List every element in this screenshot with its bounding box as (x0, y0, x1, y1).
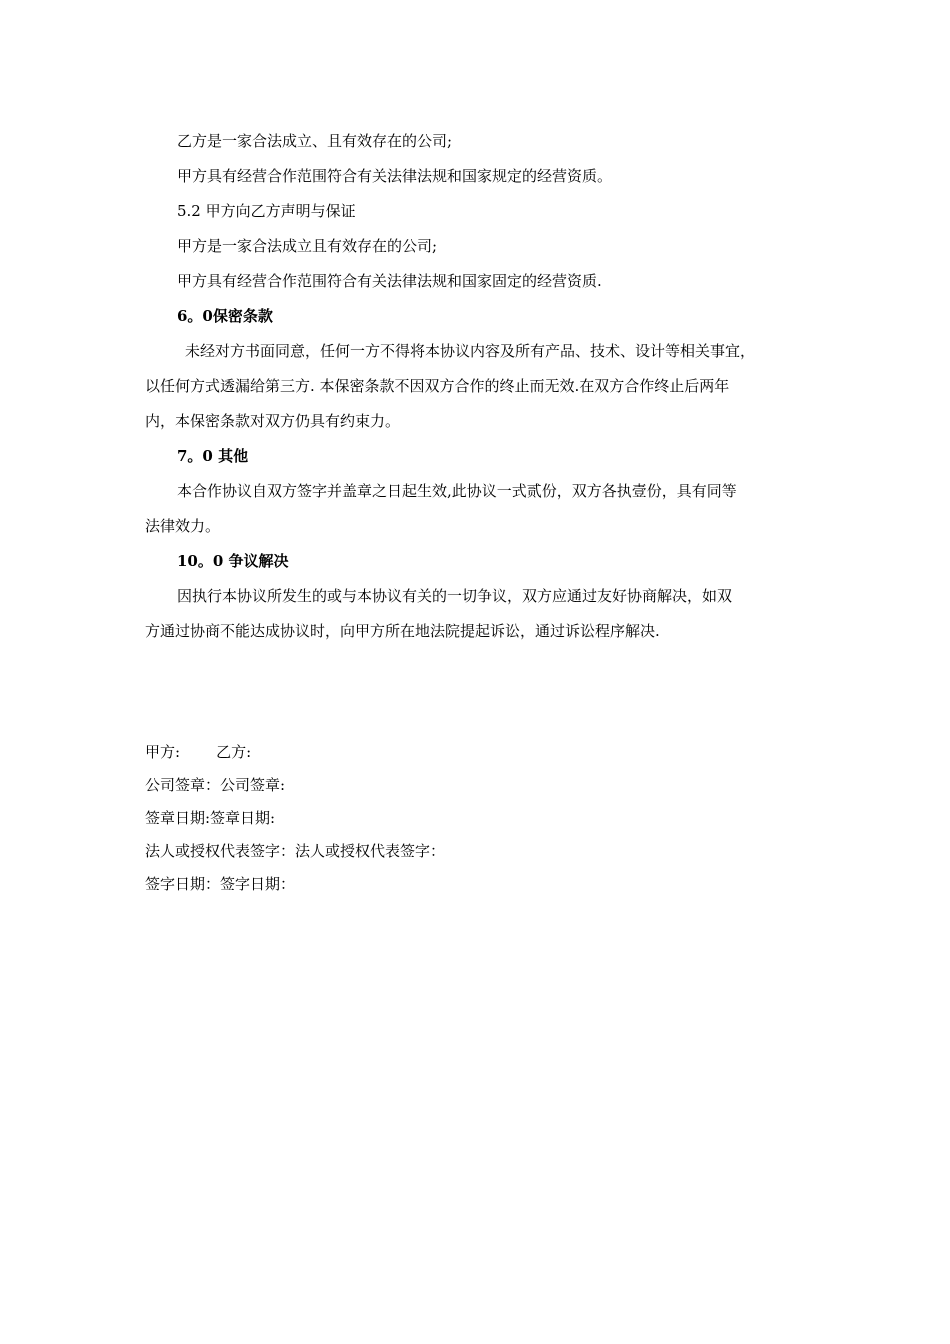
seal-date-line: 签章日期:签章日期: (145, 809, 276, 827)
clause-party-a-legal: 甲方是一家合法成立且有效存在的公司; (177, 237, 438, 255)
section-6-line-2: 以任何方式透漏给第三方. 本保密条款不因双方合作的终止而无效.在双方合作终止后两年 (145, 377, 730, 395)
section-6-line-3: 内，本保密条款对双方仍具有约束力。 (145, 412, 401, 430)
signature-block (145, 736, 745, 901)
section-7-line-2: 法律效力。 (145, 517, 221, 535)
representative-signature-line: 法人或授权代表签字：法人或授权代表签字： (145, 842, 446, 860)
signature-date-line: 签字日期：签字日期： (145, 875, 296, 893)
clause-party-a-qualification-2: 甲方具有经营合作范围符合有关法律法规和国家固定的经营资质. (177, 272, 602, 290)
section-7-line-1: 本合作协议自双方签字并盖章之日起生效,此协议一式贰份，双方各执壹份，具有同等 (177, 482, 737, 500)
section-10-line-1: 因执行本协议所发生的或与本协议有关的一切争议，双方应通过友好协商解决，如双 (177, 587, 733, 605)
party-a-label: 甲方: (145, 743, 181, 761)
contract-body (145, 124, 815, 649)
section-6-line-1: 未经对方书面同意，任何一方不得将本协议内容及所有产品、技术、设计等相关事宜， (185, 342, 756, 360)
section-7-title: 7。0 其他 (177, 447, 249, 465)
party-labels (145, 736, 745, 769)
section-6-title: 6。0保密条款 (177, 307, 273, 325)
section-5-2-title: 5.2 甲方向乙方声明与保证 (177, 202, 356, 220)
section-10-title: 10。0 争议解决 (177, 552, 289, 570)
party-b-label: 乙方: (216, 743, 252, 761)
company-seal-line: 公司签章：公司签章: (145, 776, 286, 794)
clause-party-b-legal: 乙方是一家合法成立、且有效存在的公司; (177, 132, 453, 150)
section-10-line-2: 方通过协商不能达成协议时，向甲方所在地法院提起诉讼，通过诉讼程序解决. (145, 622, 660, 640)
clause-party-a-qualification: 甲方具有经营合作范围符合有关法律法规和国家规定的经营资质。 (177, 167, 613, 185)
